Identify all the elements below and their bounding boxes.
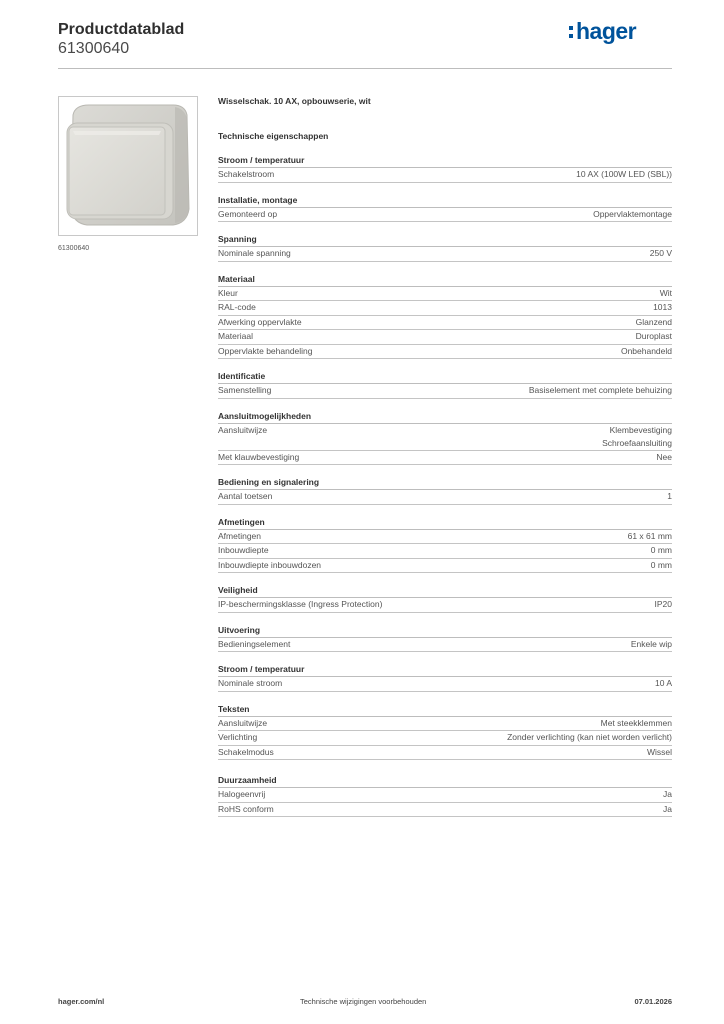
spec-label: Oppervlakte behandeling	[218, 345, 313, 356]
spec-label: Inbouwdiepte	[218, 545, 269, 555]
spec-section	[218, 233, 672, 262]
spec-label: Aantal toetsen	[218, 491, 273, 501]
spec-value-line: Oppervlaktemontage	[593, 208, 672, 219]
spec-value	[647, 746, 672, 759]
spec-label: Materiaal	[218, 331, 253, 341]
logo-dot-top	[569, 26, 573, 30]
spec-sections	[218, 154, 672, 817]
spec-value	[655, 677, 672, 690]
spec-value	[663, 788, 672, 801]
spec-value-line: Wit	[659, 287, 672, 298]
spec-section	[218, 774, 672, 817]
footer-date: 07.01.2026	[634, 997, 672, 1006]
spec-row	[218, 717, 672, 732]
section-title: Aansluitmogelijkheden	[218, 410, 672, 424]
spec-row	[218, 598, 672, 613]
spec-row	[218, 638, 672, 653]
spec-value	[631, 638, 672, 651]
spec-section	[218, 703, 672, 761]
spec-value	[655, 598, 673, 611]
spec-value-line: 1013	[653, 302, 672, 312]
spec-row	[218, 345, 672, 360]
spec-row	[218, 316, 672, 331]
spec-value	[663, 803, 672, 816]
hager-logo	[568, 14, 658, 48]
spec-value-line: 10 A	[654, 678, 672, 688]
spec-section	[218, 663, 672, 692]
spec-value	[628, 530, 672, 543]
product-image	[58, 96, 198, 236]
spec-label: Kleur	[218, 287, 238, 298]
spec-value-line: Wissel	[646, 746, 672, 757]
spec-label: Verlichting	[218, 732, 258, 742]
spec-row	[218, 451, 672, 466]
spec-section	[218, 410, 672, 466]
spec-value	[636, 330, 672, 343]
section-title: Identificatie	[218, 370, 672, 384]
spec-value-line: IP20	[654, 599, 672, 609]
section-title: Stroom / temperatuur	[218, 154, 672, 168]
spec-section	[218, 154, 672, 183]
spec-section	[218, 273, 672, 360]
spec-section	[218, 584, 672, 613]
section-title: Teksten	[218, 703, 672, 717]
spec-section	[218, 516, 672, 574]
spec-value	[576, 168, 672, 181]
section-title: Spanning	[218, 233, 672, 247]
section-title: Uitvoering	[218, 624, 672, 638]
spec-row	[218, 287, 672, 302]
header-divider	[58, 68, 672, 69]
spec-value-line: Zonder verlichting (kan niet worden verlicht)	[507, 732, 672, 742]
spec-value-line: Basiselement met complete behuizing	[528, 385, 672, 395]
footer-website: hager.com/nl	[58, 997, 105, 1006]
spec-value	[636, 316, 672, 329]
spec-value-line: Nee	[656, 451, 672, 462]
section-title: Veiligheid	[218, 584, 672, 598]
product-number: 61300640	[58, 40, 130, 57]
spec-label: Gemonteerd op	[218, 208, 278, 219]
spec-value-line: Ja	[663, 789, 672, 799]
spec-row	[218, 301, 672, 316]
spec-value-line: 10 AX (100W LED (SBL))	[576, 169, 672, 179]
spec-value-line: Enkele wip	[630, 638, 672, 649]
spec-value-line: Onbehandeld	[620, 345, 672, 356]
spec-value	[621, 345, 672, 358]
spec-label: Schakelstroom	[218, 169, 275, 179]
section-title: Materiaal	[218, 273, 672, 287]
spec-label: Samenstelling	[218, 385, 272, 395]
spec-value	[651, 559, 672, 572]
spec-label: Halogeenvrij	[218, 789, 266, 799]
footer-disclaimer: Technische wijzigingen voorbehouden	[300, 997, 427, 1006]
spec-row	[218, 677, 672, 692]
spec-value	[651, 544, 672, 557]
spec-row	[218, 208, 672, 223]
spec-value-line: Met steekklemmen	[600, 717, 672, 728]
technical-properties-title: Technische eigenschappen	[218, 131, 329, 141]
spec-label: Schakelmodus	[218, 746, 274, 757]
spec-row	[218, 746, 672, 761]
spec-row	[218, 384, 672, 399]
spec-row	[218, 731, 672, 746]
spec-row	[218, 544, 672, 559]
spec-label: RoHS conform	[218, 803, 274, 814]
spec-row	[218, 559, 672, 574]
spec-label: Inbouwdiepte inbouwdozen	[218, 559, 322, 570]
spec-row	[218, 330, 672, 345]
spec-label: Bedieningselement	[218, 638, 291, 649]
spec-value	[593, 208, 672, 221]
spec-value-line: Schroefaansluiting	[602, 437, 672, 448]
spec-value-line: Duroplast	[635, 331, 672, 341]
spec-row	[218, 168, 672, 183]
section-title: Stroom / temperatuur	[218, 663, 672, 677]
spec-value-line: Glanzend	[635, 316, 672, 327]
spec-label: Nominale stroom	[218, 678, 283, 688]
spec-row	[218, 424, 672, 451]
spec-label: RAL-code	[218, 302, 256, 312]
section-title: Installatie, montage	[218, 194, 672, 208]
switch-illustration	[59, 97, 197, 235]
section-title: Afmetingen	[218, 516, 672, 530]
spec-value	[656, 451, 672, 464]
spec-value-line: 0 mm	[650, 545, 672, 555]
spec-section	[218, 624, 672, 653]
product-name: Wisselschak. 10 AX, opbouwserie, wit	[218, 96, 371, 106]
spec-value-line: Ja	[663, 803, 672, 814]
spec-label: Nominale spanning	[218, 248, 291, 258]
section-title: Duurzaamheid	[218, 774, 672, 788]
logo-wordmark: hager	[576, 18, 637, 44]
spec-label: Afmetingen	[218, 530, 261, 541]
spec-label: Afwerking oppervlakte	[218, 316, 302, 327]
spec-value	[660, 287, 672, 300]
spec-value-line: 61 x 61 mm	[627, 530, 672, 541]
spec-value	[529, 384, 672, 397]
spec-section	[218, 194, 672, 223]
spec-value-line: Klembevestiging	[609, 424, 672, 435]
spec-value-line: 250 V	[649, 248, 672, 258]
spec-row	[218, 788, 672, 803]
spec-value	[602, 424, 672, 450]
section-title: Bediening en signalering	[218, 476, 672, 490]
spec-section	[218, 370, 672, 399]
spec-value	[507, 731, 672, 744]
spec-row	[218, 530, 672, 545]
spec-value	[653, 301, 672, 314]
document-title: Productdatablad	[58, 21, 185, 38]
document-header	[58, 20, 184, 58]
spec-label: IP-beschermingsklasse (Ingress Protection)	[218, 599, 383, 609]
spec-label: Met klauwbevestiging	[218, 451, 300, 462]
spec-value	[667, 490, 672, 503]
spec-row	[218, 490, 672, 505]
image-caption: 61300640	[58, 245, 90, 252]
spec-row	[218, 247, 672, 262]
spec-value-line: 1	[667, 491, 672, 501]
spec-value-line: 0 mm	[650, 559, 672, 570]
spec-value	[601, 717, 672, 730]
spec-row	[218, 803, 672, 818]
spec-label: Aansluitwijze	[218, 424, 268, 435]
logo-dot-bottom	[569, 34, 573, 38]
spec-label: Aansluitwijze	[218, 717, 268, 728]
spec-section	[218, 476, 672, 505]
spec-content	[218, 95, 672, 817]
spec-value	[650, 247, 672, 260]
